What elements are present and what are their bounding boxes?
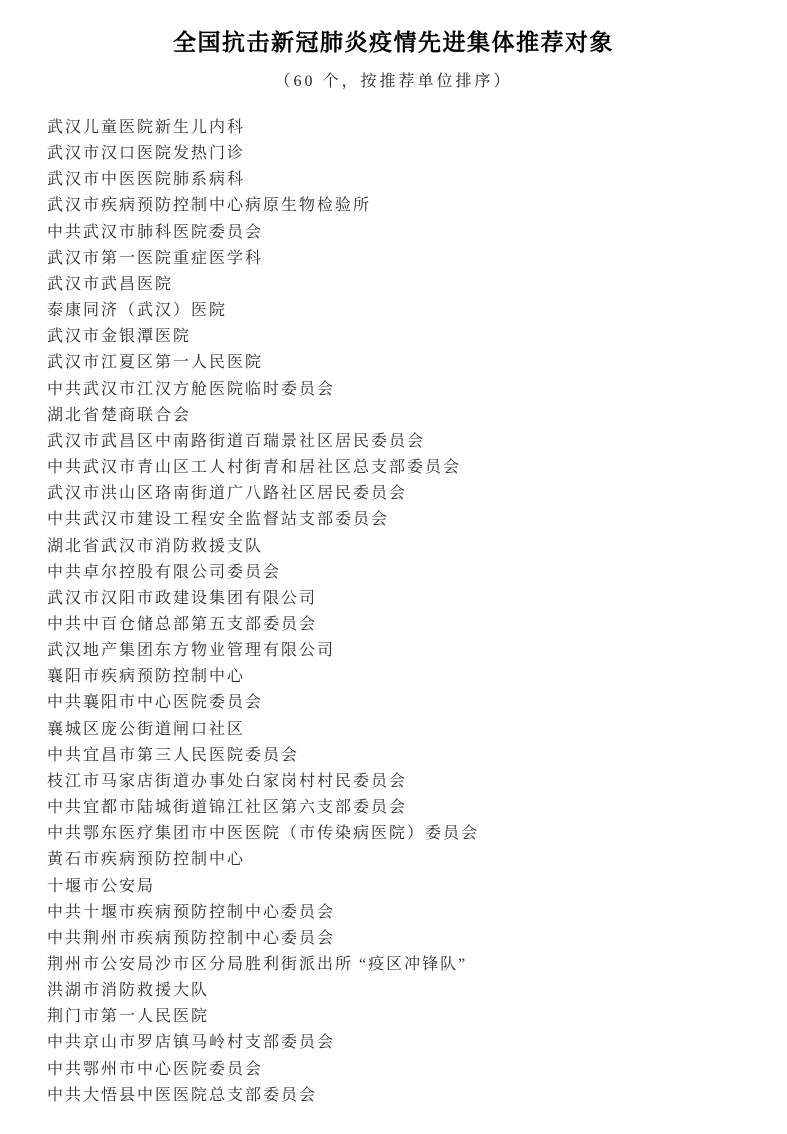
list-item: 黄石市疾病预防控制中心	[47, 851, 246, 869]
list-item: 武汉儿童医院新生儿内科	[47, 119, 246, 136]
list-item: 中共卓尔控股有限公司委员会	[47, 563, 282, 581]
list-item: 武汉市汉口医院发热门诊	[47, 145, 246, 163]
list-item: 中共鄂东医疗集团市中医医院（市传染病医院）委员会	[47, 825, 480, 843]
list-item: 中共鄂州市中心医院委员会	[47, 1060, 264, 1078]
list-item: 中共大悟县中医医院总支部委员会	[47, 1086, 318, 1104]
list-item: 武汉地产集团东方物业管理有限公司	[47, 642, 336, 660]
list-item: 武汉市武昌医院	[47, 275, 174, 293]
list-item: 武汉市中医医院肺系病科	[47, 171, 246, 189]
list-item: 襄城区庞公街道闸口社区	[47, 720, 246, 738]
list-item: 中共宜昌市第三人民医院委员会	[47, 746, 300, 764]
list-item: 中共武汉市建设工程安全监督站支部委员会	[47, 511, 390, 529]
list-item: 荆州市公安局沙市区分局胜利街派出所 “疫区冲锋队”	[47, 956, 468, 973]
list-item: 中共中百仓储总部第五支部委员会	[47, 615, 318, 633]
list-item: 武汉市金银潭医院	[47, 328, 192, 346]
list-item: 泰康同济（武汉）医院	[47, 302, 228, 320]
list-item: 中共荆州市疾病预防控制中心委员会	[47, 929, 336, 947]
list-item: 襄阳市疾病预防控制中心	[47, 668, 246, 686]
list-item: 中共武汉市肺科医院委员会	[47, 223, 264, 241]
list-item: 中共襄阳市中心医院委员会	[47, 694, 264, 712]
list-item: 洪湖市消防救援大队	[47, 982, 210, 1000]
list-item: 湖北省楚商联合会	[47, 406, 192, 424]
list-item: 武汉市洪山区珞南街道广八路社区居民委员会	[47, 485, 408, 503]
list-item: 中共武汉市江汉方舱医院临时委员会	[47, 380, 336, 398]
list-item: 中共宜都市陆城街道锦江社区第六支部委员会	[47, 799, 408, 817]
list-item: 中共京山市罗店镇马岭村支部委员会	[47, 1034, 336, 1052]
list-item: 武汉市疾病预防控制中心病原生物检验所	[47, 197, 372, 215]
recommendation-list	[0, 115, 787, 1109]
list-item: 武汉市武昌区中南路街道百瑞景社区居民委员会	[47, 432, 426, 450]
list-item: 武汉市汉阳市政建设集团有限公司	[47, 589, 318, 607]
page-subtitle: （60 个，按推荐单位排序）	[274, 73, 513, 90]
list-item: 武汉市江夏区第一人民医院	[47, 354, 264, 372]
list-item: 湖北省武汉市消防救援支队	[47, 537, 264, 555]
list-item: 荆门市第一人民医院	[47, 1008, 210, 1026]
list-item: 中共武汉市青山区工人村街青和居社区总支部委员会	[47, 459, 462, 477]
list-item: 十堰市公安局	[47, 877, 156, 895]
list-item: 中共十堰市疾病预防控制中心委员会	[47, 903, 336, 921]
list-item: 武汉市第一医院重症医学科	[47, 249, 264, 267]
page-title: 全国抗击新冠肺炎疫情先进集体推荐对象	[173, 30, 614, 55]
list-item: 枝江市马家店街道办事处白家岗村村民委员会	[47, 772, 408, 790]
